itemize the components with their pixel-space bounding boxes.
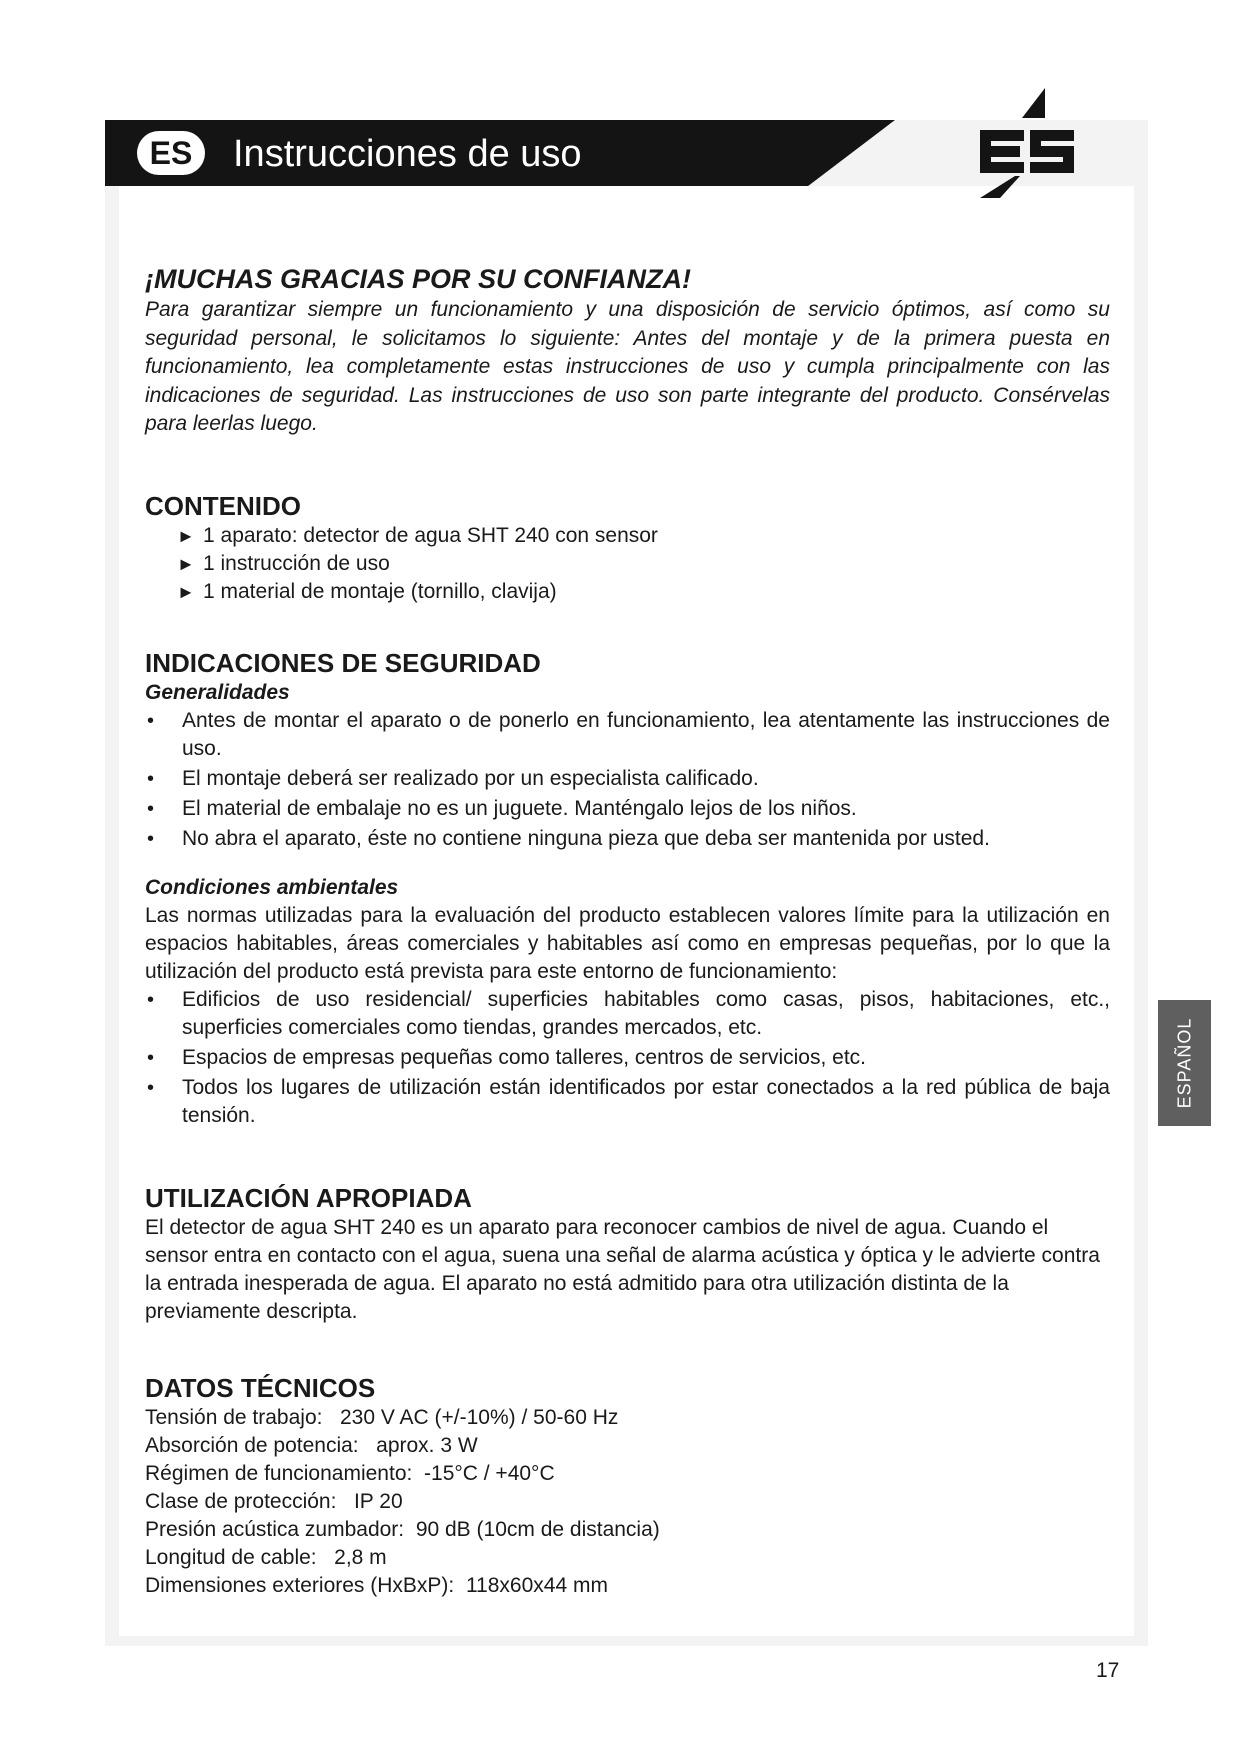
specs-section [145, 1372, 1110, 1600]
spec-row: Régimen de funcionamiento: -15°C / +40°C [145, 1462, 555, 1485]
arrow-icon: ► [177, 554, 195, 574]
safety-title: INDICACIONES DE SEGURIDAD [145, 648, 541, 678]
bullet-icon: • [147, 798, 155, 820]
specs-title: DATOS TÉCNICOS [145, 1373, 376, 1403]
intro-text: Para garantizar siempre un funcionamiento y una disposición de servicio óptimos, así como su seguridad personal, le solicitamos lo siguiente: Antes del montaje y de la primera puesta en funcionamiento, lea completamente estas instrucciones de uso y cumpla principalmente con las indicaciones de seguridad. Las instrucciones de uso son parte integrante del producto. Consérvelas para leerlas luego. [145, 298, 1110, 435]
spec-row: Dimensiones exteriores (HxBxP): 118x60x44 mm [145, 1574, 608, 1597]
safety-section [145, 647, 1110, 855]
es-logo-icon [960, 88, 1080, 198]
list-item: • Todos los lugares de utilización están identificados por estar conectados a la red pública de baja tensión. [145, 1074, 1110, 1130]
bullet-icon: • [147, 1077, 155, 1099]
arrow-icon: ► [177, 526, 195, 546]
header-title: Instrucciones de uso [233, 133, 582, 175]
language-side-tab [1158, 1000, 1211, 1126]
bullet-icon: • [147, 828, 155, 850]
page-number: 17 [1096, 1659, 1120, 1682]
environment-text: Las normas utilizadas para la evaluación del producto establecen valores límite para la utilización en espacios habitables, áreas comerciales y habitables así como en empresas pequeñas, por lo que la utilización del producto está prevista para este entorno de funcionamiento: [145, 904, 1110, 983]
spec-row: Tensión de trabajo: 230 V AC (+/-10%) / 50-60 Hz [145, 1406, 619, 1429]
language-badge: ES [137, 131, 205, 175]
intro-title: ¡MUCHAS GRACIAS POR SU CONFIANZA! [145, 264, 691, 294]
es-logo [960, 88, 1080, 198]
list-item: • Antes de montar el aparato o de ponerlo en funcionamiento, lea atentamente las instrucciones de uso. [145, 707, 1110, 763]
contents-list [145, 522, 1110, 606]
list-item: • El material de embalaje no es un juguete. Manténgalo lejos de los niños. [145, 795, 1110, 823]
bullet-icon: • [147, 989, 155, 1011]
intro-section [145, 262, 1110, 439]
list-item: ► 1 material de montaje (tornillo, clavija) [177, 578, 1110, 606]
contents-title: CONTENIDO [145, 491, 301, 521]
list-item: • Espacios de empresas pequeñas como talleres, centros de servicios, etc. [145, 1044, 1110, 1072]
list-item: ► 1 aparato: detector de agua SHT 240 con sensor [177, 522, 1110, 550]
spec-row: Longitud de cable: 2,8 m [145, 1546, 387, 1569]
general-subtitle: Generalidades [145, 681, 290, 704]
general-list [145, 707, 1110, 853]
list-item: • Edificios de uso residencial/ superficies habitables como casas, pisos, habitaciones, etc., superficies comerciales como tiendas, grandes mercados, etc. [145, 986, 1110, 1042]
contents-section [145, 490, 1110, 606]
bullet-icon: • [147, 1047, 155, 1069]
side-tab-label: ESPAÑOL [1174, 1017, 1194, 1109]
environment-subtitle: Condiciones ambientales [145, 876, 399, 899]
bullet-icon: • [147, 768, 155, 790]
usage-text: El detector de agua SHT 240 es un aparato para reconocer cambios de nivel de agua. Cuando el sensor entra en contacto con el agua, suena una señal de alarma acústica y óptica y le advierte contra la entrada inesperada de agua. El aparato no está admitido para otra utilización distinta de la previamente descripta. [145, 1216, 1100, 1323]
logo-text: ES [960, 88, 962, 89]
list-item: • No abra el aparato, éste no contiene ninguna pieza que deba ser mantenida por usted. [145, 825, 1110, 853]
list-item: • El montaje deberá ser realizado por un especialista calificado. [145, 765, 1110, 793]
arrow-icon: ► [177, 582, 195, 602]
bullet-icon: • [147, 710, 155, 732]
environment-list [145, 986, 1110, 1130]
spec-row: Absorción de potencia: aprox. 3 W [145, 1434, 478, 1457]
usage-section [145, 1182, 1110, 1326]
usage-title: UTILIZACIÓN APROPIADA [145, 1183, 472, 1213]
spec-row: Presión acústica zumbador: 90 dB (10cm de distancia) [145, 1518, 660, 1541]
list-item: ► 1 instrucción de uso [177, 550, 1110, 578]
spec-row: Clase de protección: IP 20 [145, 1490, 403, 1513]
environment-section [145, 874, 1110, 1132]
